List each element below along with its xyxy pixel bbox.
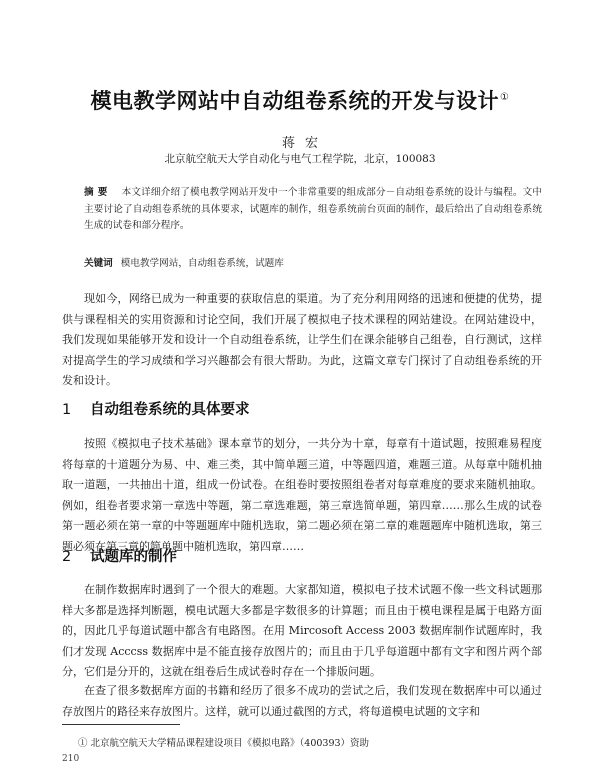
- footnote-divider: [62, 724, 180, 725]
- title-text: 模电教学网站中自动组卷系统的开发与设计: [90, 89, 500, 113]
- section-2-paragraph-1: 在制作数据库时遇到了一个很大的难题。大家都知道，模拟电子技术试题不像一些文科试题那样大多都是选择判断题，模电试题大多都是字数很多的计算题；而且由于模电课程是属于电路方面的，因此几乎每道试题中都含有电路图。在用 Mircosoft Access 2003 数据库制作试题库时，我们才发现 Acccss 数据库中是不能直接存放图片的；而且由于几乎每道题中都有文字和图片两个部分，它们是分开的，这就在组卷后生成试卷时存在一个排版问题。: [62, 583, 542, 678]
- paper-title: [40, 85, 560, 115]
- footnote: ① 北京航空航天大学精品课程建设项目《模拟电路》（400393）资助: [78, 738, 370, 749]
- title-footnote-mark: ①: [500, 92, 510, 103]
- section-2-title: 试题库的制作: [90, 549, 177, 565]
- author-name: 蒋宏: [281, 136, 328, 151]
- section-1-number: 1: [62, 402, 72, 418]
- section-2-heading: [62, 545, 177, 566]
- keywords-text: 模电教学网站，自动组卷系统，试题库: [120, 258, 284, 269]
- section-2-paragraph-2: 在查了很多数据库方面的书籍和经历了很多不成功的尝试之后，我们发现在数据库中可以通过存放图片的路径来存放图片。这样，就可以通过截图的方式，将每道模电试题的文字和: [62, 684, 542, 718]
- section-1-paragraph: 按照《模拟电子技术基础》课本章节的划分，一共分为十章，每章有十道试题，按照难易程度将每章的十道题分为易、中、难三类，其中简单题三道，中等题四道，难题三道。从每章中随机抽取一道题，一共抽出十道，组成一份试卷。在组卷时要按照组卷者对每章难度的要求来随机抽取。例如，组卷者要求第一章选中等题，第二章选难题，第三章选简单题，第四章……那么生成的试卷第一题必须在第一章的中等题题库中随机选取，第二题必须在第二章的难题题库中随机选取，第三题必须在第三章的简单题中随机选取，第四章……: [62, 437, 542, 553]
- intro-paragraph: 现如今，网络已成为一种重要的获取信息的渠道。为了充分利用网络的迅速和便捷的优势，提供与课程相关的实用资源和讨论空间，我们开展了模拟电子技术课程的网站建设。在网站建设中，我们发现如果能够开发和设计一个自动组卷系统，让学生们在课余能够自己组卷，自行测试，这样对提高学生的学习成绩和学习兴趣都会有很大帮助。为此，这篇文章专门探讨了自动组卷系统的开发和设计。: [62, 292, 542, 387]
- abstract: [84, 185, 542, 235]
- author-affiliation: 北京航空航天大学自动化与电气工程学院，北京，100083: [164, 153, 436, 165]
- section-1-title: 自动组卷系统的具体要求: [90, 402, 250, 418]
- section-2-number: 2: [62, 549, 72, 565]
- section-1-heading: [62, 398, 250, 419]
- keywords-label: 关键词: [84, 258, 113, 269]
- page-number: 210: [62, 754, 80, 764]
- keywords: [84, 256, 542, 272]
- abstract-label: 摘要: [84, 187, 112, 198]
- abstract-text: 本文详细介绍了模电教学网站开发中一个非常重要的组成部分－自动组卷系统的设计与编程。文中主要讨论了自动组卷系统的具体要求，试题库的制作，组卷系统前台页面的制作，最后给出了自动组卷系统生成的试卷和部分程序。: [84, 187, 543, 231]
